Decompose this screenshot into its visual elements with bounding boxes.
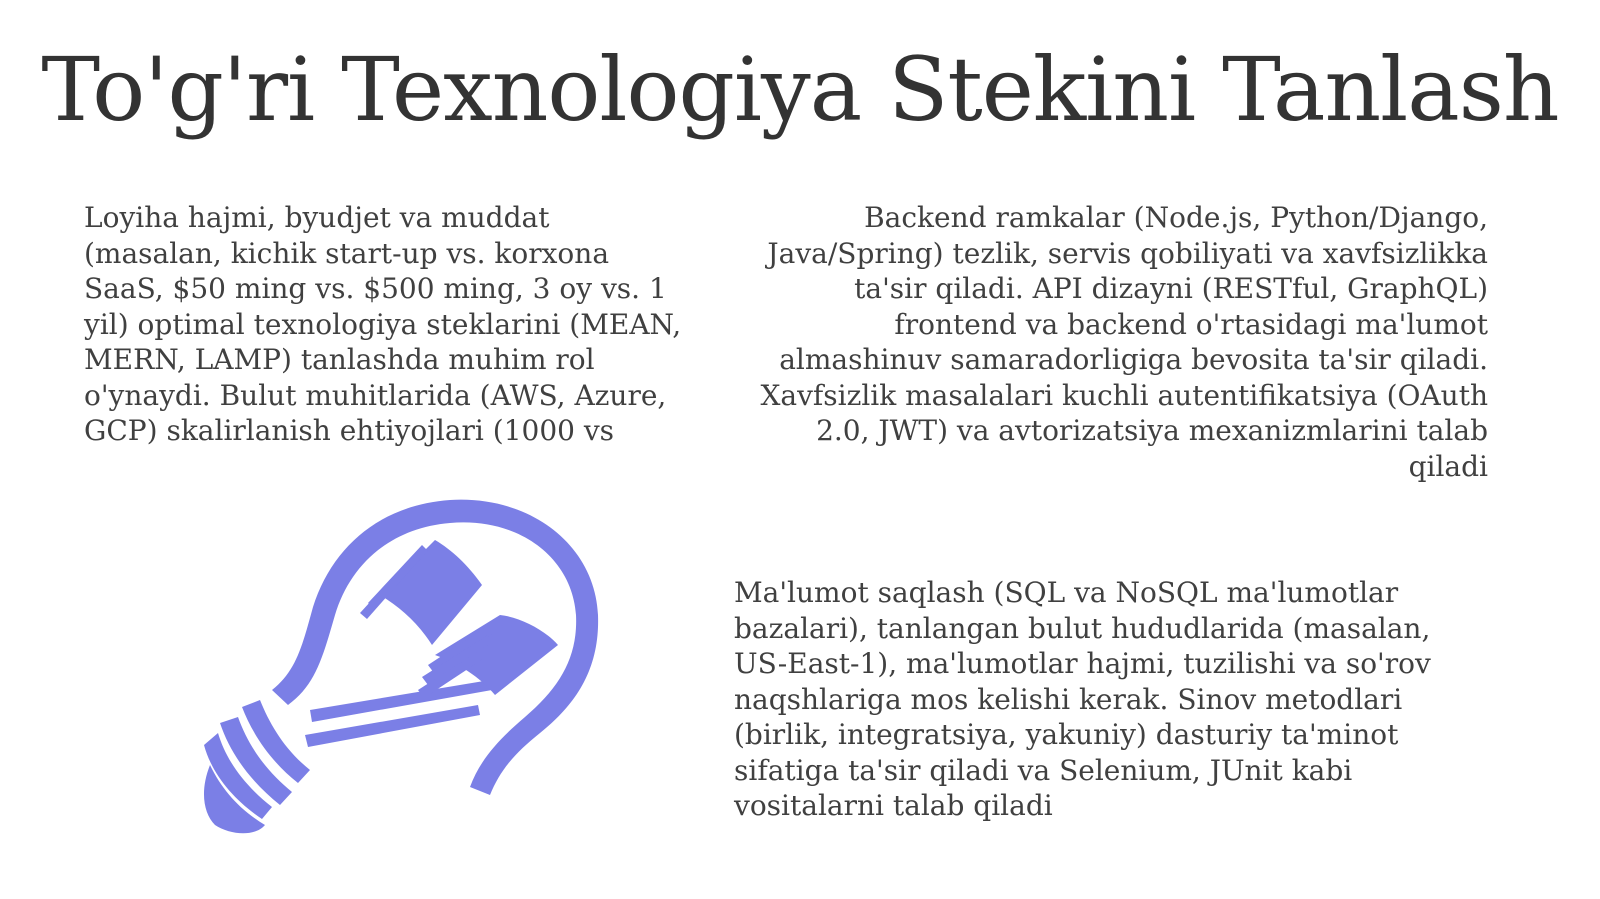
left-paragraph: Loyiha hajmi, byudjet va muddat (masalan, kichik start-up vs. korxona SaaS, $50 ming vs. $500 ming, 3 oy vs. 1 yil) optimal texnologiya steklarini (MEAN, MERN, LAMP) tanlashda muhim rol o'ynaydi. Bulut muhitlarida (AWS, Azure, GCP) skalirlanish ehtiyojlari (1000 vs <box>84 201 682 447</box>
lightbulb-book-icon <box>200 495 620 840</box>
slide-title: To'g'ri Texnologiya Stekini Tanlash <box>41 38 1559 141</box>
bottom-paragraph: Ma'lumot saqlash (SQL va NoSQL ma'lumotlar bazalari), tanlangan bulut hududlarida (masalan, US-East-1), ma'lumotlar hajmi, tuzilishi va so'rov naqshlariga mos kelishi kerak. Sinov metodlari (birlik, integratsiya, yakuniy) dasturiy ta'minot sifatiga ta'sir qiladi va Selenium, JUnit kabi vositalarni talab qiladi <box>734 576 1431 822</box>
right-paragraph: Backend ramkalar (Node.js, Python/Django, Java/Spring) tezlik, servis qobiliyati va xavfsizlikka ta'sir qiladi. API dizayni (RESTful, GraphQL) frontend va backend o'rtasidagi ma'lumot almashinuv samaradorligiga bevosita ta'sir qiladi. Xavfsizlik masalalari kuchli autentifikatsiya (OAuth 2.0, JWT) va avtorizatsiya mexanizmlarini talab qiladi <box>760 201 1488 483</box>
